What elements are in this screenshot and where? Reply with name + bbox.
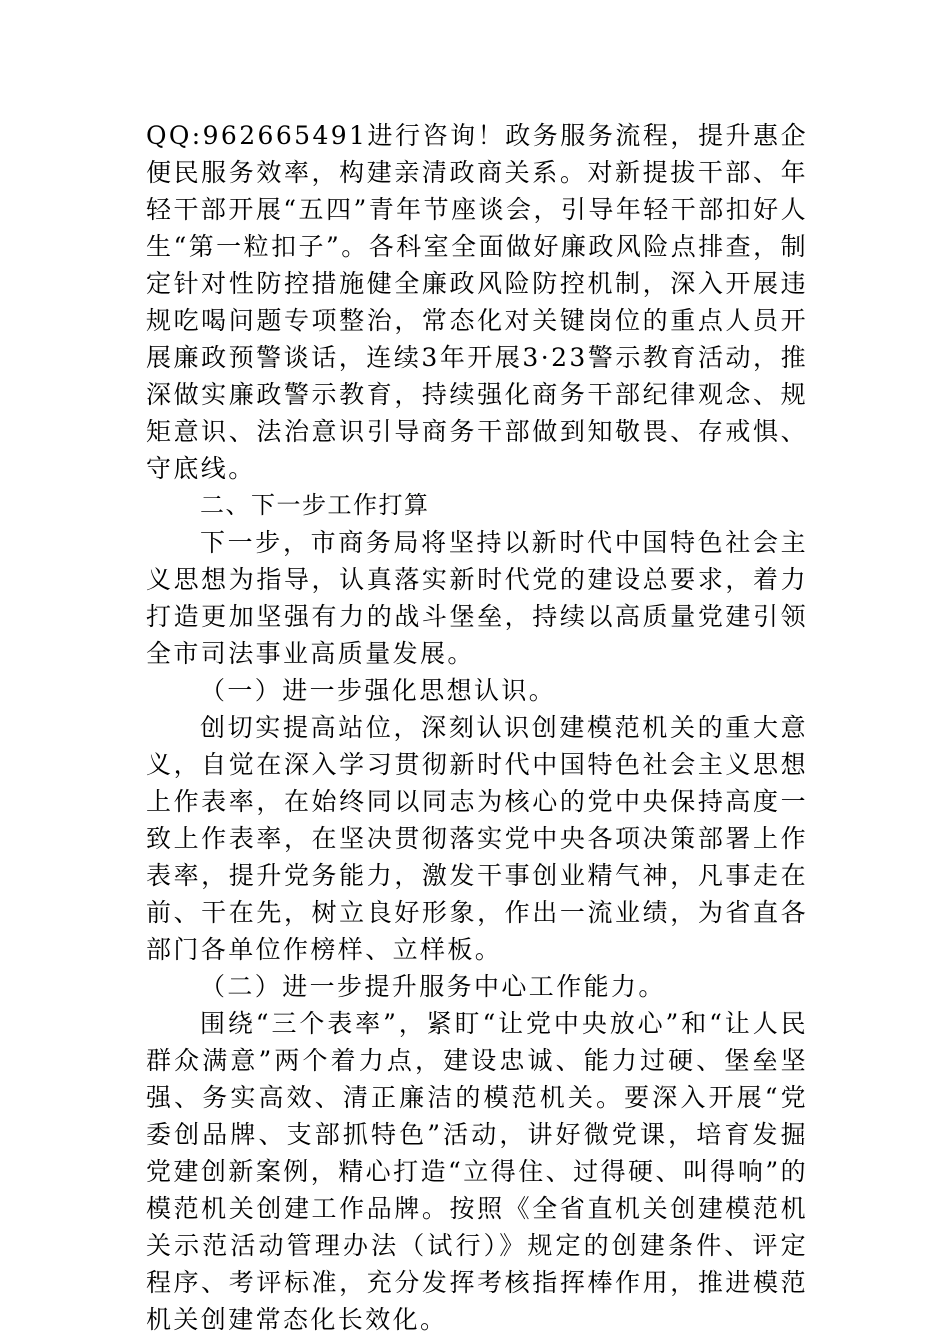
document-page xyxy=(146,117,808,1338)
subheading-improve-service: （二）进一步提升服务中心工作能力。 xyxy=(200,972,666,1001)
paragraph-strengthen-thinking: 创切实提高站位，深刻认识创建模范机关的重大意义，自觉在深入学习贯彻新时代中国特色社会主义思想上作表率，在始终同以同志为核心的党中央保持高度一致上作表率，在坚决贯彻落实党中央各项决策部署上作表率，提升党务能力，激发干事创业精气神，凡事走在前、干在先，树立良好形象，作出一流业绩，为省直各部门各单位作榜样、立样板。 xyxy=(146,713,808,964)
subheading-strengthen-thinking: （一）进一步强化思想认识。 xyxy=(200,676,557,705)
section-heading-next-steps: 二、下一步工作打算 xyxy=(200,491,430,519)
paragraph-next-steps-intro: 下一步，市商务局将坚持以新时代中国特色社会主义思想为指导，认真落实新时代党的建设总要求，着力打造更加坚强有力的战斗堡垒，持续以高质量党建引领全市司法事业高质量发展。 xyxy=(146,528,808,668)
paragraph-improve-service: 围绕“三个表率”，紧盯“让党中央放心”和“让人民群众满意”两个着力点，建设忠诚、能力过硬、堡垒坚强、务实高效、清正廉洁的模范机关。要深入开展“党委创品牌、支部抓特色”活动，讲好微党课，培育发掘党建创新案例，精心打造“立得住、过得硬、叫得响”的模范机关创建工作品牌。按照《全省直机关创建模范机关示范活动管理办法（试行）》规定的创建条件、评定程序、考评标准，充分发挥考核指挥棒作用，推进模范机关创建常态化长效化。 xyxy=(146,1009,808,1334)
paragraph-continuation: QQ:962665491进行咨询！政务服务流程，提升惠企便民服务效率，构建亲清政商关系。对新提拔干部、年轻干部开展“五四”青年节座谈会，引导年轻干部扣好人生“第一粒扣子”。各科室全面做好廉政风险点排查，制定针对性防控措施健全廉政风险防控机制，深入开展违规吃喝问题专项整治，常态化对关键岗位的重点人员开展廉政预警谈话，连续3年开展3·23警示教育活动，推深做实廉政警示教育，持续强化商务干部纪律观念、规矩意识、法治意识引导商务干部做到知敬畏、存戒惧、守底线。 xyxy=(146,121,808,483)
